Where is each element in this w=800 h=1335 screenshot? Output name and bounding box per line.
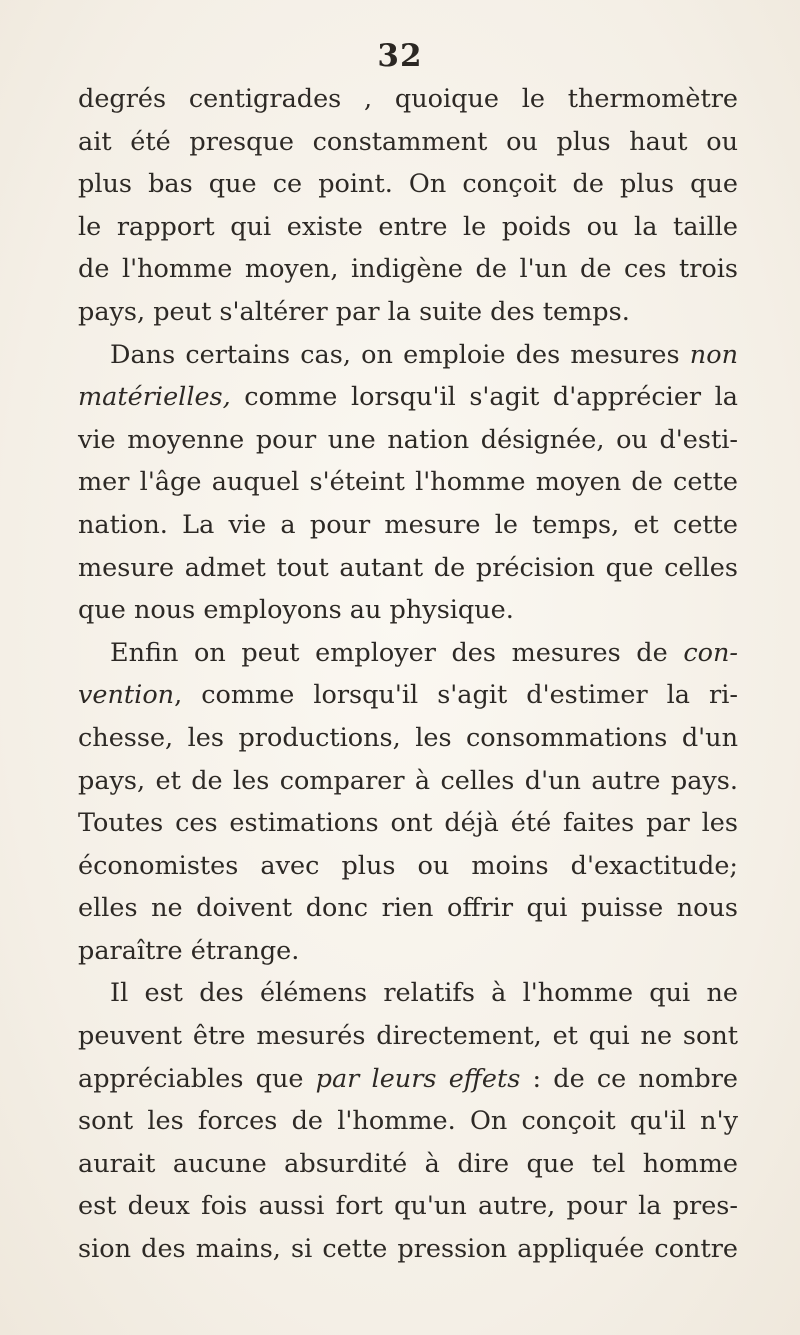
text-segment: appréciables que: [78, 1063, 316, 1094]
text-line: Toutes ces estimations ont déjà été faites par les: [78, 808, 738, 839]
text-line: économistes avec plus ou moins d'exactitude;: [78, 850, 738, 881]
text-line: [78, 674, 738, 717]
text-line: [78, 376, 738, 419]
text-line: vie moyenne pour une nation désignée, ou d'esti-: [78, 424, 738, 455]
italic-term: matérielles,: [78, 382, 231, 413]
text-segment: : de ce nombre: [520, 1063, 738, 1094]
text-line: pays, et de les comparer à celles d'un autre pays.: [78, 765, 738, 796]
italic-term: par leurs effets: [315, 1063, 521, 1094]
italic-term: non: [689, 339, 738, 370]
text-segment: Dans certains cas, on emploie des mesures: [110, 339, 690, 370]
text-line: mer l'âge auquel s'éteint l'homme moyen de cette: [78, 467, 738, 498]
text-line: pays, peut s'altérer par la suite des temps.: [78, 296, 630, 327]
text-line: chesse, les productions, les consommations d'un: [78, 722, 738, 753]
page-number: 32: [377, 38, 423, 74]
text-line: [78, 1058, 738, 1101]
text-line: est deux fois aussi fort qu'un autre, pour la pres-: [78, 1191, 738, 1222]
text-segment: comme lorsqu'il s'agit d'apprécier la: [230, 382, 738, 413]
text-line: Il est des élémens relatifs à l'homme qui ne: [110, 978, 738, 1009]
body-text: [78, 78, 738, 1271]
text-line: mesure admet tout autant de précision que celles: [78, 552, 738, 583]
text-line: plus bas que ce point. On conçoit de plus que: [78, 169, 738, 200]
italic-term: vention: [78, 680, 175, 711]
text-line: peuvent être mesurés directement, et qui ne sont: [78, 1021, 738, 1052]
text-segment: Enfin on peut employer des mesures de: [110, 637, 684, 668]
text-line: elles ne doivent donc rien offrir qui puisse nous: [78, 893, 738, 924]
text-line: de l'homme moyen, indigène de l'un de ces trois: [78, 254, 738, 285]
text-line: sion des mains, si cette pression appliquée contre: [78, 1234, 738, 1265]
text-line: paraître étrange.: [78, 935, 300, 966]
text-line: le rapport qui existe entre le poids ou la taille: [78, 211, 738, 242]
text-line: [78, 334, 738, 377]
text-line: degrés centigrades , quoique le thermomètre: [78, 84, 738, 114]
italic-term: con-: [683, 637, 738, 668]
text-line: que nous employons au physique.: [78, 595, 514, 626]
text-line: [78, 632, 738, 675]
text-segment: , comme lorsqu'il s'agit d'estimer la ri-: [174, 680, 738, 711]
text-line: aurait aucune absurdité à dire que tel homme: [78, 1148, 738, 1179]
text-line: sont les forces de l'homme. On conçoit qu'il n'y: [78, 1106, 738, 1137]
text-line: ait été presque constamment ou plus haut ou: [78, 126, 738, 157]
text-line: nation. La vie a pour mesure le temps, et cette: [78, 509, 738, 540]
